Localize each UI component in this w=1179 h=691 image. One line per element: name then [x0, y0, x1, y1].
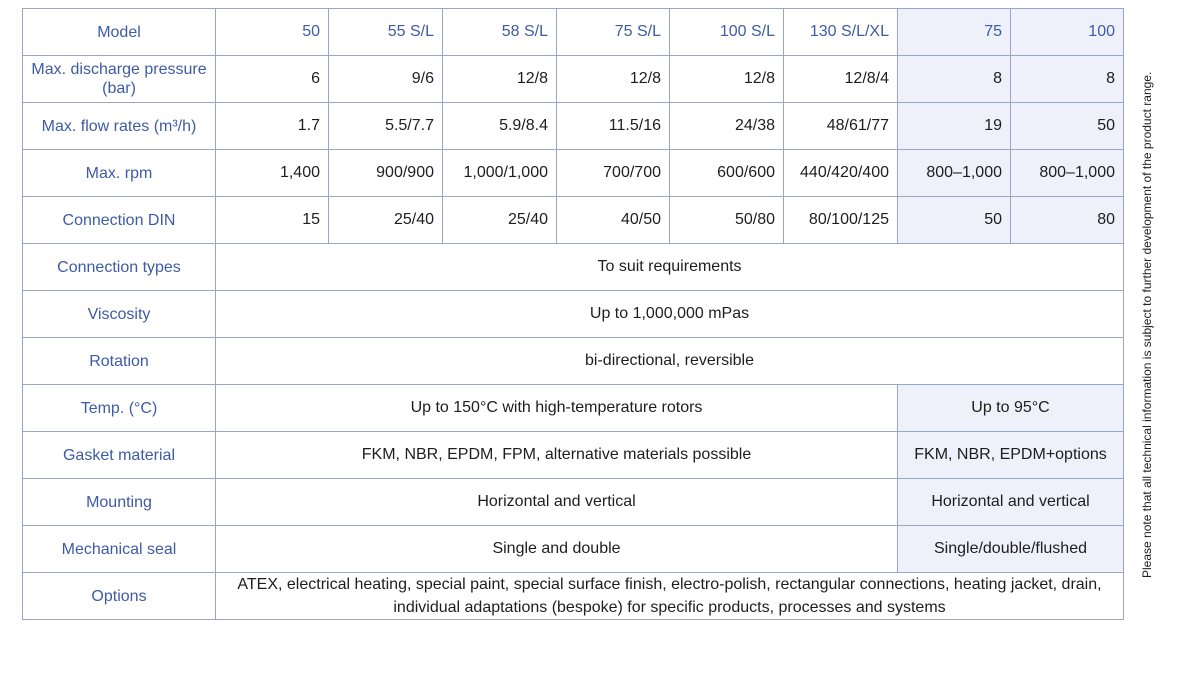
table-row [23, 103, 1124, 150]
table-cell: 800–1,000 [1011, 150, 1124, 197]
table-cell: Up to 95°C [898, 385, 1124, 432]
table-cell: 900/900 [329, 150, 443, 197]
table-cell: 12/8 [557, 56, 670, 103]
table-cell: 9/6 [329, 56, 443, 103]
row-label: Connection DIN [23, 197, 216, 244]
table-row [23, 150, 1124, 197]
header-row [23, 9, 1124, 56]
table-cell: 5.5/7.7 [329, 103, 443, 150]
table-cell: 12/8 [443, 56, 557, 103]
table-cell: 40/50 [557, 197, 670, 244]
row-label: Mounting [23, 479, 216, 526]
disclaimer-note: Please note that all technical information is subject to further development of the product range. [1140, 71, 1154, 578]
table-cell: 15 [216, 197, 329, 244]
row-label: Options [23, 573, 216, 620]
header-col: 58 S/L [443, 9, 557, 56]
table-row [23, 526, 1124, 573]
table-cell: Up to 1,000,000 mPas [216, 291, 1124, 338]
table-cell: Horizontal and vertical [898, 479, 1124, 526]
table-row [23, 385, 1124, 432]
header-col: 75 [898, 9, 1011, 56]
table-cell: FKM, NBR, EPDM+options [898, 432, 1124, 479]
table-cell: Up to 150°C with high-temperature rotors [216, 385, 898, 432]
header-col: 75 S/L [557, 9, 670, 56]
table-cell: 12/8/4 [784, 56, 898, 103]
table-cell: 800–1,000 [898, 150, 1011, 197]
row-label: Mechanical seal [23, 526, 216, 573]
table-cell: 6 [216, 56, 329, 103]
row-label: Max. discharge pressure (bar) [23, 56, 216, 103]
table-cell: 19 [898, 103, 1011, 150]
table-cell: 600/600 [670, 150, 784, 197]
row-label: Viscosity [23, 291, 216, 338]
table-row [23, 338, 1124, 385]
table-cell: 24/38 [670, 103, 784, 150]
table-row [23, 479, 1124, 526]
row-label: Connection types [23, 244, 216, 291]
table-row [23, 197, 1124, 244]
table-cell: 50/80 [670, 197, 784, 244]
table-cell: Single/double/flushed [898, 526, 1124, 573]
table-cell: 11.5/16 [557, 103, 670, 150]
table-cell: 25/40 [443, 197, 557, 244]
table-cell: 48/61/77 [784, 103, 898, 150]
table-cell: 80 [1011, 197, 1124, 244]
table-row [23, 573, 1124, 620]
spec-table [22, 8, 1124, 620]
header-col: 50 [216, 9, 329, 56]
table-cell: 50 [898, 197, 1011, 244]
table-cell: 1,400 [216, 150, 329, 197]
table-cell: 12/8 [670, 56, 784, 103]
table-cell: 1.7 [216, 103, 329, 150]
table-cell: Horizontal and vertical [216, 479, 898, 526]
header-col: 55 S/L [329, 9, 443, 56]
header-col: 100 [1011, 9, 1124, 56]
header-col: 130 S/L/XL [784, 9, 898, 56]
row-label: Max. rpm [23, 150, 216, 197]
row-label: Gasket material [23, 432, 216, 479]
options-cell: ATEX, electrical heating, special paint, special surface finish, electro-polish, rectangular connections, heating jacket, drain, individual adaptations (bespoke) for specific products, processes and systems [216, 573, 1124, 620]
table-cell: 50 [1011, 103, 1124, 150]
header-label: Model [23, 9, 216, 56]
table-cell: 8 [1011, 56, 1124, 103]
table-row [23, 432, 1124, 479]
row-label: Rotation [23, 338, 216, 385]
table-row [23, 291, 1124, 338]
table-cell: 80/100/125 [784, 197, 898, 244]
row-label: Temp. (°C) [23, 385, 216, 432]
table-cell: 5.9/8.4 [443, 103, 557, 150]
table-cell: Single and double [216, 526, 898, 573]
table-cell: 25/40 [329, 197, 443, 244]
table-cell: To suit requirements [216, 244, 1124, 291]
table-cell: bi-directional, reversible [216, 338, 1124, 385]
table-row [23, 244, 1124, 291]
row-label: Max. flow rates (m³/h) [23, 103, 216, 150]
table-cell: FKM, NBR, EPDM, FPM, alternative materials possible [216, 432, 898, 479]
table-cell: 700/700 [557, 150, 670, 197]
header-col: 100 S/L [670, 9, 784, 56]
table-cell: 440/420/400 [784, 150, 898, 197]
table-cell: 1,000/1,000 [443, 150, 557, 197]
table-row [23, 56, 1124, 103]
table-cell: 8 [898, 56, 1011, 103]
